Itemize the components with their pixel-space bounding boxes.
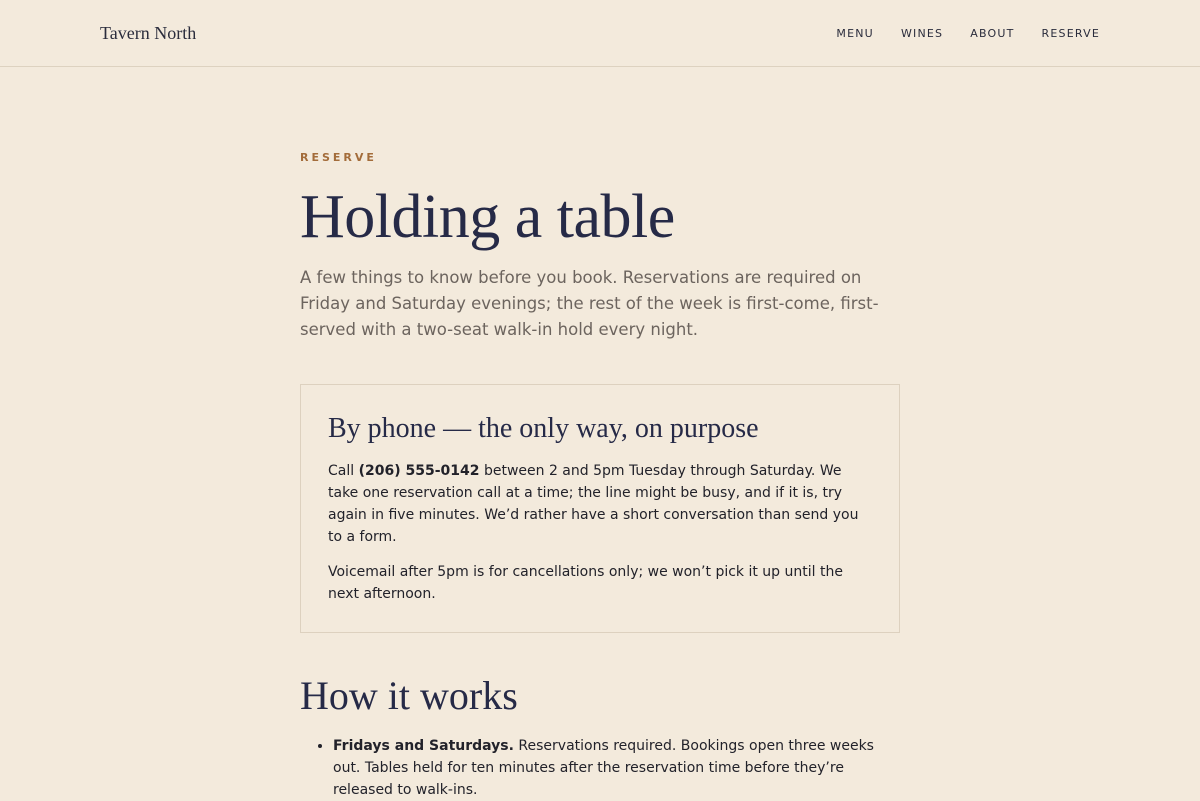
phone-prefix: Call [328,463,359,479]
phone-number[interactable]: (206) 555-0142 [358,463,480,479]
main-content [300,67,900,801]
site-header [0,0,1200,67]
nav-reserve[interactable]: RESERVE [1041,26,1100,40]
nav-about[interactable]: ABOUT [970,26,1015,40]
phone-card-heading: By phone — the only way, on purpose [328,413,759,444]
main-nav [836,27,1100,40]
phone-card-paragraph [328,460,872,548]
list-item-text: Reservations required. Bookings open three weeks out. Tables held for ten minutes after the reservation time before they’re released to walk-ins. [333,738,874,798]
list-item [333,735,900,801]
section-eyebrow: RESERVE [300,151,377,164]
phone-details: between 2 and 5pm Tuesday through Saturday. We take one reservation call at a time; the line might be busy, and if it is, try again in five minutes. We’d rather have a short conversation than send you to a form. [328,463,859,545]
phone-card [300,384,900,633]
page-lede: A few things to know before you book. Reservations are required on Friday and Saturday evenings; the rest of the week is first-come, first-served with a two-seat walk-in hold every night. [300,268,879,339]
voicemail-note: Voicemail after 5pm is for cancellations only; we won’t pick it up until the next afternoon. [328,564,843,602]
nav-wines[interactable]: WINES [900,26,944,40]
how-it-works-list [300,735,900,801]
brand-logo[interactable]: Tavern North [100,22,197,43]
page-title: Holding a table [300,183,675,251]
nav-menu[interactable]: MENU [836,26,874,40]
how-it-works-heading: How it works [300,673,518,718]
list-item-title: Fridays and Saturdays. [333,738,514,754]
